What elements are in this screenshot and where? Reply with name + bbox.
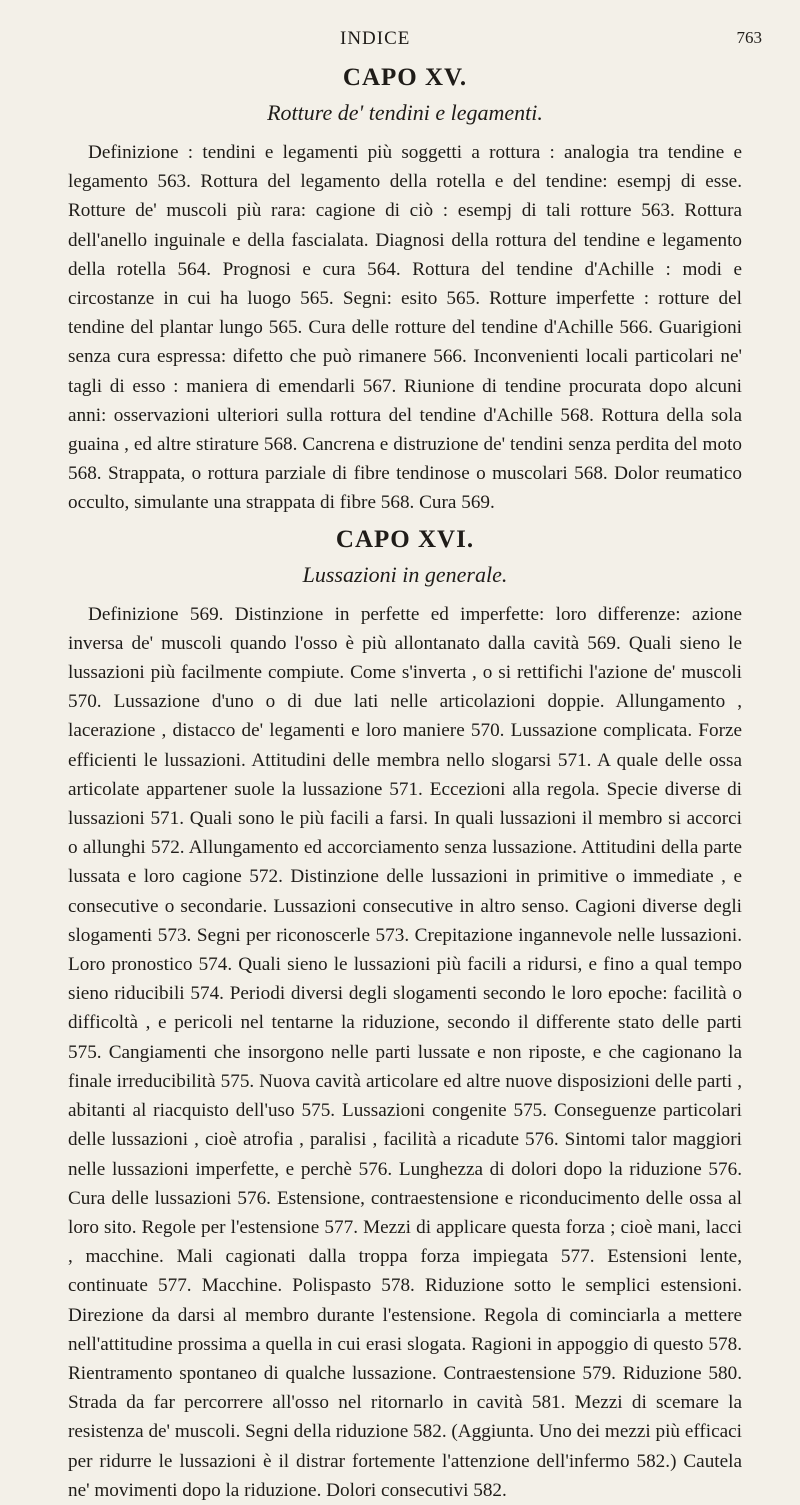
chapter-summary: Definizione : tendini e legamenti più soggetti a rottura : analogia tra tendine e legamento 563. Rottura del legamento della rotella e del tendine: esempj di esse. Rotture de' muscoli più rara: cagione di ciò : esempj di tali rotture 563. Rottura dell'anello inguinale e della fascialata. Diagnosi della rottura del tendine e legamento della rotella 564. Prognosi e cura 564. Rottura del tendine d'Achille : modi e circostanze in cui ha luogo 565. Segni: esito 565. Rotture imperfette : rotture del tendine del plantar lungo 565. Cura delle rotture del tendine d'Achille 566. Guarigioni senza cura espressa: difetto che può rimanere 566. Inconvenienti locali particolari ne' tagli di esso : maniera di emendarli 567. Riunione di tendine procurata dopo alcuni anni: osservazioni ulteriori sulla rottura del tendine d'Achille 568. Rottura della sola guaina , ed altre stirature 568. Cancrena e distruzione de' tendini senza perdita del moto 568. Strappata, o rottura parziale di fibre tendinose o muscolari 568. Dolor reumatico occulto, simulante una strappata di fibre 568. Cura 569.: [68, 142, 742, 514]
chapter-summary: Definizione 569. Distinzione in perfette ed imperfette: loro differenze: azione inversa de' muscoli quando l'osso è più allontanato dalla cavità 569. Quali sieno le lussazioni più facilmente compiute. Come s'inverta , o si rettifichi l'azione de' muscoli 570. Lussazione d'uno o di due lati nelle articolazioni doppie. Allungamento , lacerazione , distacco de' legamenti e loro maniere 570. Lussazione complicata. Forze efficienti le lussazioni. Attitudini delle membra nello slogarsi 571. A quale delle ossa articolate appartener suole la lussazione 571. Eccezioni alla regola. Specie diverse di lussazioni 571. Quali sono le più facili a farsi. In quali lussazioni il membro si accorci o allunghi 572. Allungamento ed accorciamento senza lussazione. Attitudini della parte lussata e loro cagione 572. Distinzione delle lussazioni in primitive o immediate , e consecutive o secondarie. Lussazioni consecutive in altro senso. Cagioni diverse degli slogamenti 573. Segni per riconoscerle 573. Crepitazione ingannevole nelle lussazioni. Loro pronostico 574. Quali sieno le lussazioni più facili a ridursi, e fino a qual tempo sieno riducibili 574. Periodi diversi degli slogamenti secondo le loro epoche: facilità o difficoltà , e pericoli nel tentarne la riduzione, secondo il differente stato delle parti 575. Cangiamenti che insorgono nelle parti lussate e non riposte, e che cagionano la finale irreducibilità 575. Nuova cavità articolare ed altre nuove disposizioni delle parti , abitanti al riacquisto dell'uso 575. Lussazioni congenite 575. Conseguenze particolari delle lussazioni , cioè atrofia , paralisi , facilità a ricadute 576. Sintomi talor maggiori nelle lussazioni imperfette, e perchè 576. Lunghezza di dolori dopo la riduzione 576. Cura delle lussazioni 576. Estensione, contraestensione e riconducimento delle ossa al loro sito. Regole per l'estensione 577. Mezzi di applicare questa forza ; cioè mani, lacci , macchine. Mali cagionati dalla troppa forza impiegata 577. Estensioni lente, continuate 577. Macchine. Polispasto 578. Riduzione sotto le semplici estensioni. Direzione da darsi al membro durante l'estensione. Regola di cominciarla a mettere nell'attitudine prossima a quella in cui erasi slogata. Ragioni in appoggio di questo 578. Rientramento spontaneo di qualche lussazione. Contraestensione 579. Riduzione 580. Strada da far percorrere all'osso nel ritornarlo in cavità 581. Mezzi di scemare la resistenza de' muscoli. Segni della riduzione 582. (Aggiunta. Uno dei mezzi più efficaci per ridurre le lussazioni è il distrar fortemente l'attenzione dell'infermo 582.) Cautela ne' movimenti dopo la riduzione. Dolori consecutivi 582.: [68, 603, 742, 1501]
page-number: 763: [736, 28, 762, 47]
chapter-heading: CAPO XV.: [342, 64, 468, 91]
chapter-section: [68, 0, 742, 518]
chapter-subtitle: Rotture de' tendini e legamenti.: [267, 100, 543, 125]
chapter-subtitle: Lussazioni in generale.: [302, 561, 508, 587]
running-head-title: INDICE: [340, 28, 411, 49]
running-head: [0, 28, 800, 52]
chapter-heading: CAPO XVI.: [335, 525, 475, 553]
chapter-section: [68, 526, 742, 1505]
